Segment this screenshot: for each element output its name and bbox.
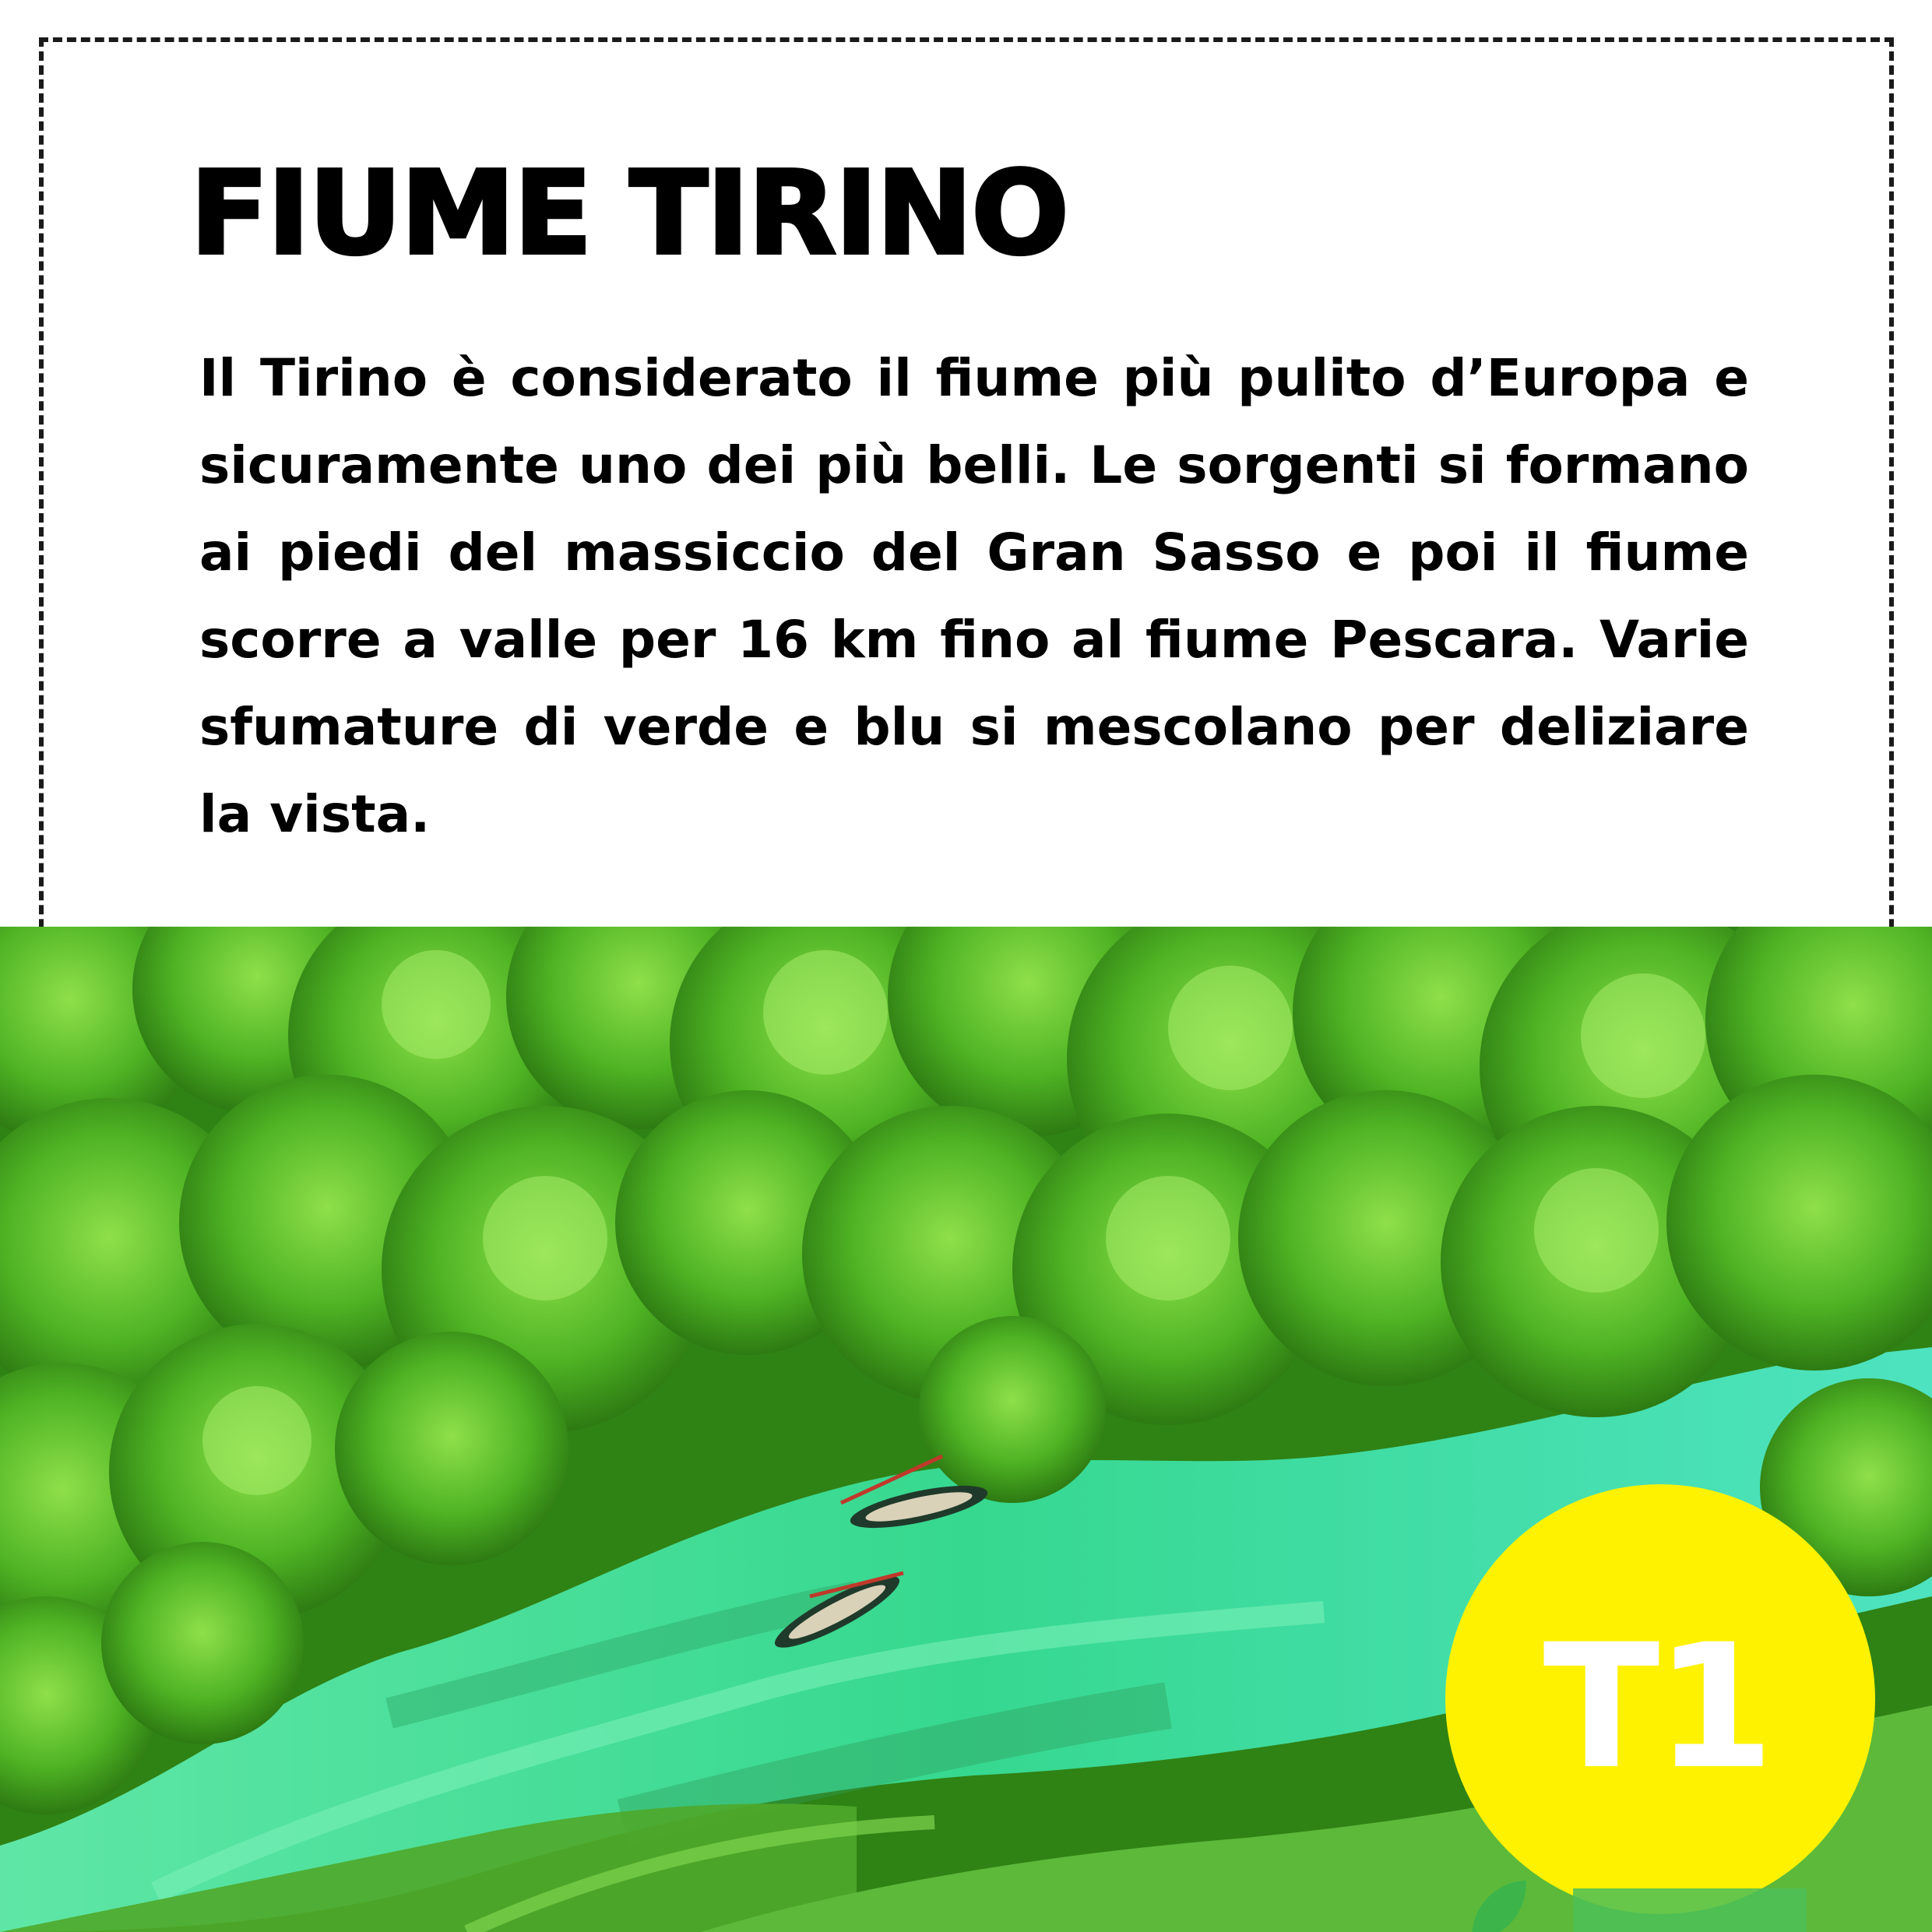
badge-t1 xyxy=(1445,1484,1875,1914)
card-title: FIUME TIRINO xyxy=(190,146,1068,280)
leaf-logo-icon xyxy=(1464,1877,1822,1932)
card-description: Il Tirino è considerato il fiume più pulito d’Europa e sicuramente uno dei più belli. Le sorgenti si formano ai piedi del massiccio del Gran Sasso e poi il fiume scorre a valle per 16 km fino al fiume Pescara. Varie sfumature di verde e blu si mescolano per deliziare la vista. xyxy=(199,348,1749,844)
badge-label: T1 xyxy=(1543,1607,1770,1807)
